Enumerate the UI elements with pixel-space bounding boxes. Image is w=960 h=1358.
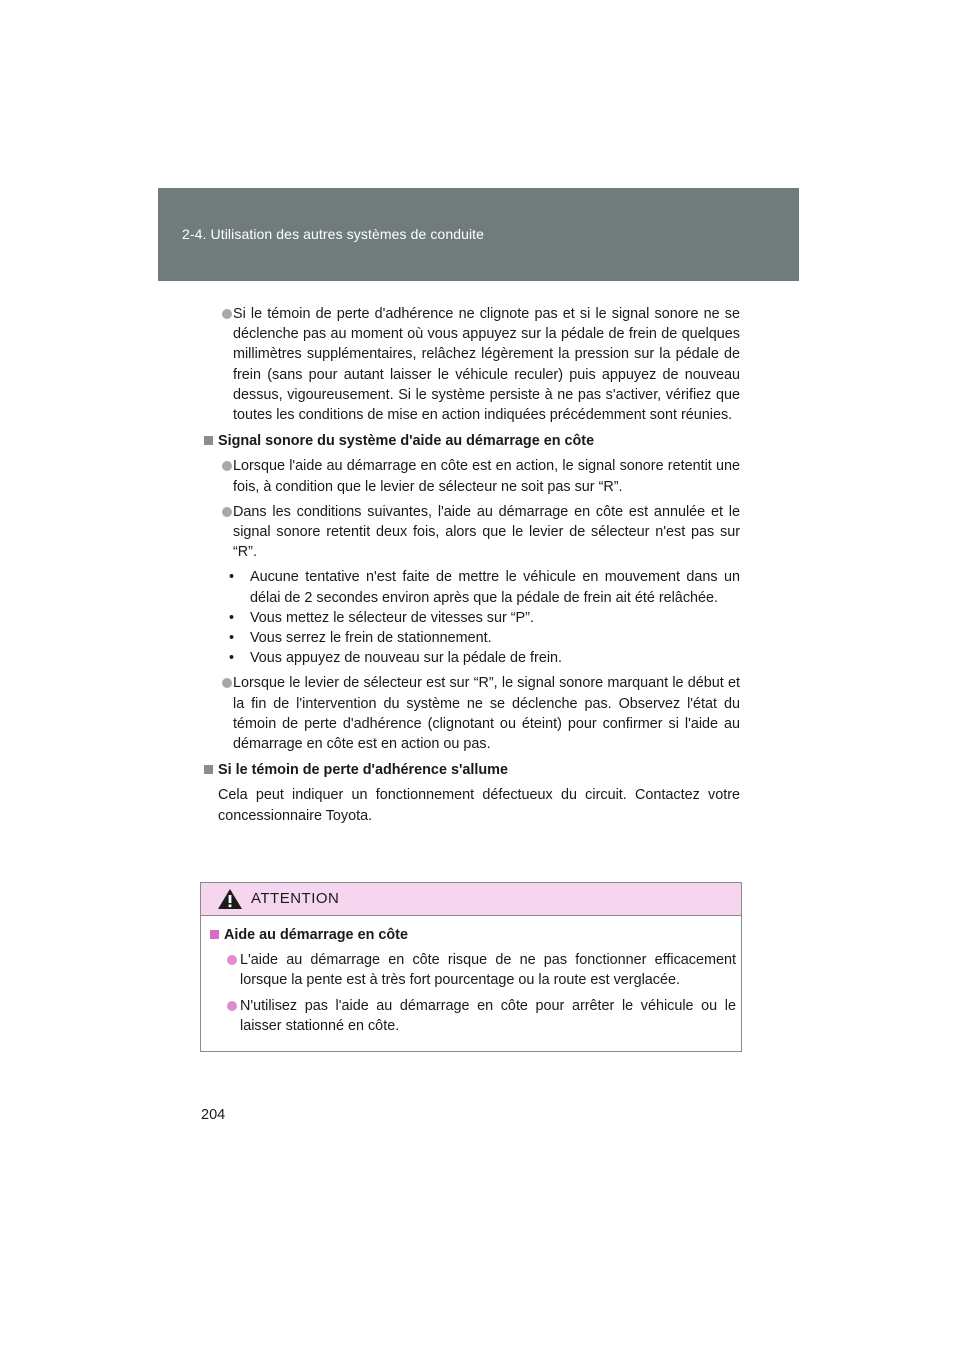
sub-list-item [204, 608, 740, 628]
bullet-text: Lorsque le levier de sélecteur est sur “R”, le signal sonore marquant le début et la fin de l'intervention du système ne se déclenche pas. Observez l'état du témoin de perte d'adhérence (clignotant ou éteint) pour confirmer si l'aide au démarrage en côte est en action ou pas. [233, 675, 740, 753]
chapter-header [158, 188, 799, 281]
sub-item-text: Aucune tentative n'est faite de mettre le véhicule en mouvement dans un délai de 2 secondes environ après que la pédale de frein ait été relâchée. [250, 569, 740, 606]
bullet-item [204, 304, 740, 425]
warning-triangle-icon [217, 888, 243, 910]
bullet-text: Dans les conditions suivantes, l'aide au démarrage en côte est annulée et le signal sonore retentit deux fois, alors que le levier de sélecteur n'est pas sur “R”. [233, 503, 740, 561]
sub-bullet-mark: • [229, 569, 235, 586]
bullet-dot-icon [227, 955, 237, 965]
bullet-item [204, 502, 740, 563]
bullet-text: L'aide au démarrage en côte risque de ne pas fonctionner efficacement lorsque la pente est à très fort pourcentage ou la route est verglacée. [240, 952, 736, 989]
sub-item-text: Vous serrez le frein de stationnement. [250, 630, 492, 647]
bullet-item [204, 673, 740, 754]
square-bullet-icon [210, 930, 219, 939]
section-heading [204, 760, 740, 780]
section-title: Si le témoin de perte d'adhérence s'allume [218, 762, 508, 779]
sub-item-text: Vous appuyez de nouveau sur la pédale de frein. [250, 650, 563, 667]
sub-bullet-mark: • [229, 630, 235, 647]
sub-list-item [204, 648, 740, 668]
sub-list-item [204, 628, 740, 648]
square-bullet-icon [204, 436, 213, 445]
attention-label: ATTENTION [251, 890, 340, 907]
bullet-dot-icon [222, 507, 232, 517]
page-number: 204 [201, 1107, 226, 1123]
bullet-dot-icon [222, 309, 232, 319]
attention-header [201, 883, 741, 916]
section-title: Signal sonore du système d'aide au démarrage en côte [218, 433, 595, 450]
section-paragraph: Cela peut indiquer un fonctionnement défectueux du circuit. Contactez votre concessionnaire Toyota. [218, 787, 740, 824]
attention-bullet [210, 950, 736, 990]
sub-item-text: Vous mettez le sélecteur de vitesses sur “P”. [250, 609, 534, 626]
attention-title: Aide au démarrage en côte [224, 927, 408, 943]
main-content [204, 304, 740, 826]
section-heading [204, 431, 740, 451]
bullet-text: N'utilisez pas l'aide au démarrage en côte pour arrêter le véhicule ou le laisser stationné en côte. [240, 997, 736, 1034]
bullet-dot-icon [227, 1001, 237, 1011]
bullet-text: Lorsque l'aide au démarrage en côte est en action, le signal sonore retentit une fois, à condition que le levier de sélecteur ne soit pas sur “R”. [233, 458, 740, 495]
sub-list-item [204, 567, 740, 607]
sub-bullet-mark: • [229, 609, 235, 626]
attention-body [210, 925, 736, 1036]
bullet-dot-icon [222, 461, 232, 471]
square-bullet-icon [204, 765, 213, 774]
bullet-text: Si le témoin de perte d'adhérence ne clignote pas et si le signal sonore ne se déclenche pas au moment où vous appuyez sur la pédale de frein de quelques millimètres supplémentaires, relâchez légèrement la pression sur la pédale de frein (sans pour autant laisser le véhicule reculer) puis appuyez de nouveau dessus, vigoureusement. Si le système persiste à ne pas s'activer, vérifiez que toutes les conditions de mise en action indiquées précédemment sont réunies. [233, 306, 740, 424]
attention-bullet [210, 996, 736, 1036]
sub-bullet-mark: • [229, 650, 235, 667]
attention-box [200, 882, 742, 1052]
chapter-title: 2-4. Utilisation des autres systèmes de conduite [182, 226, 485, 242]
bullet-item [204, 456, 740, 496]
attention-heading [210, 925, 736, 945]
bullet-dot-icon [222, 678, 232, 688]
